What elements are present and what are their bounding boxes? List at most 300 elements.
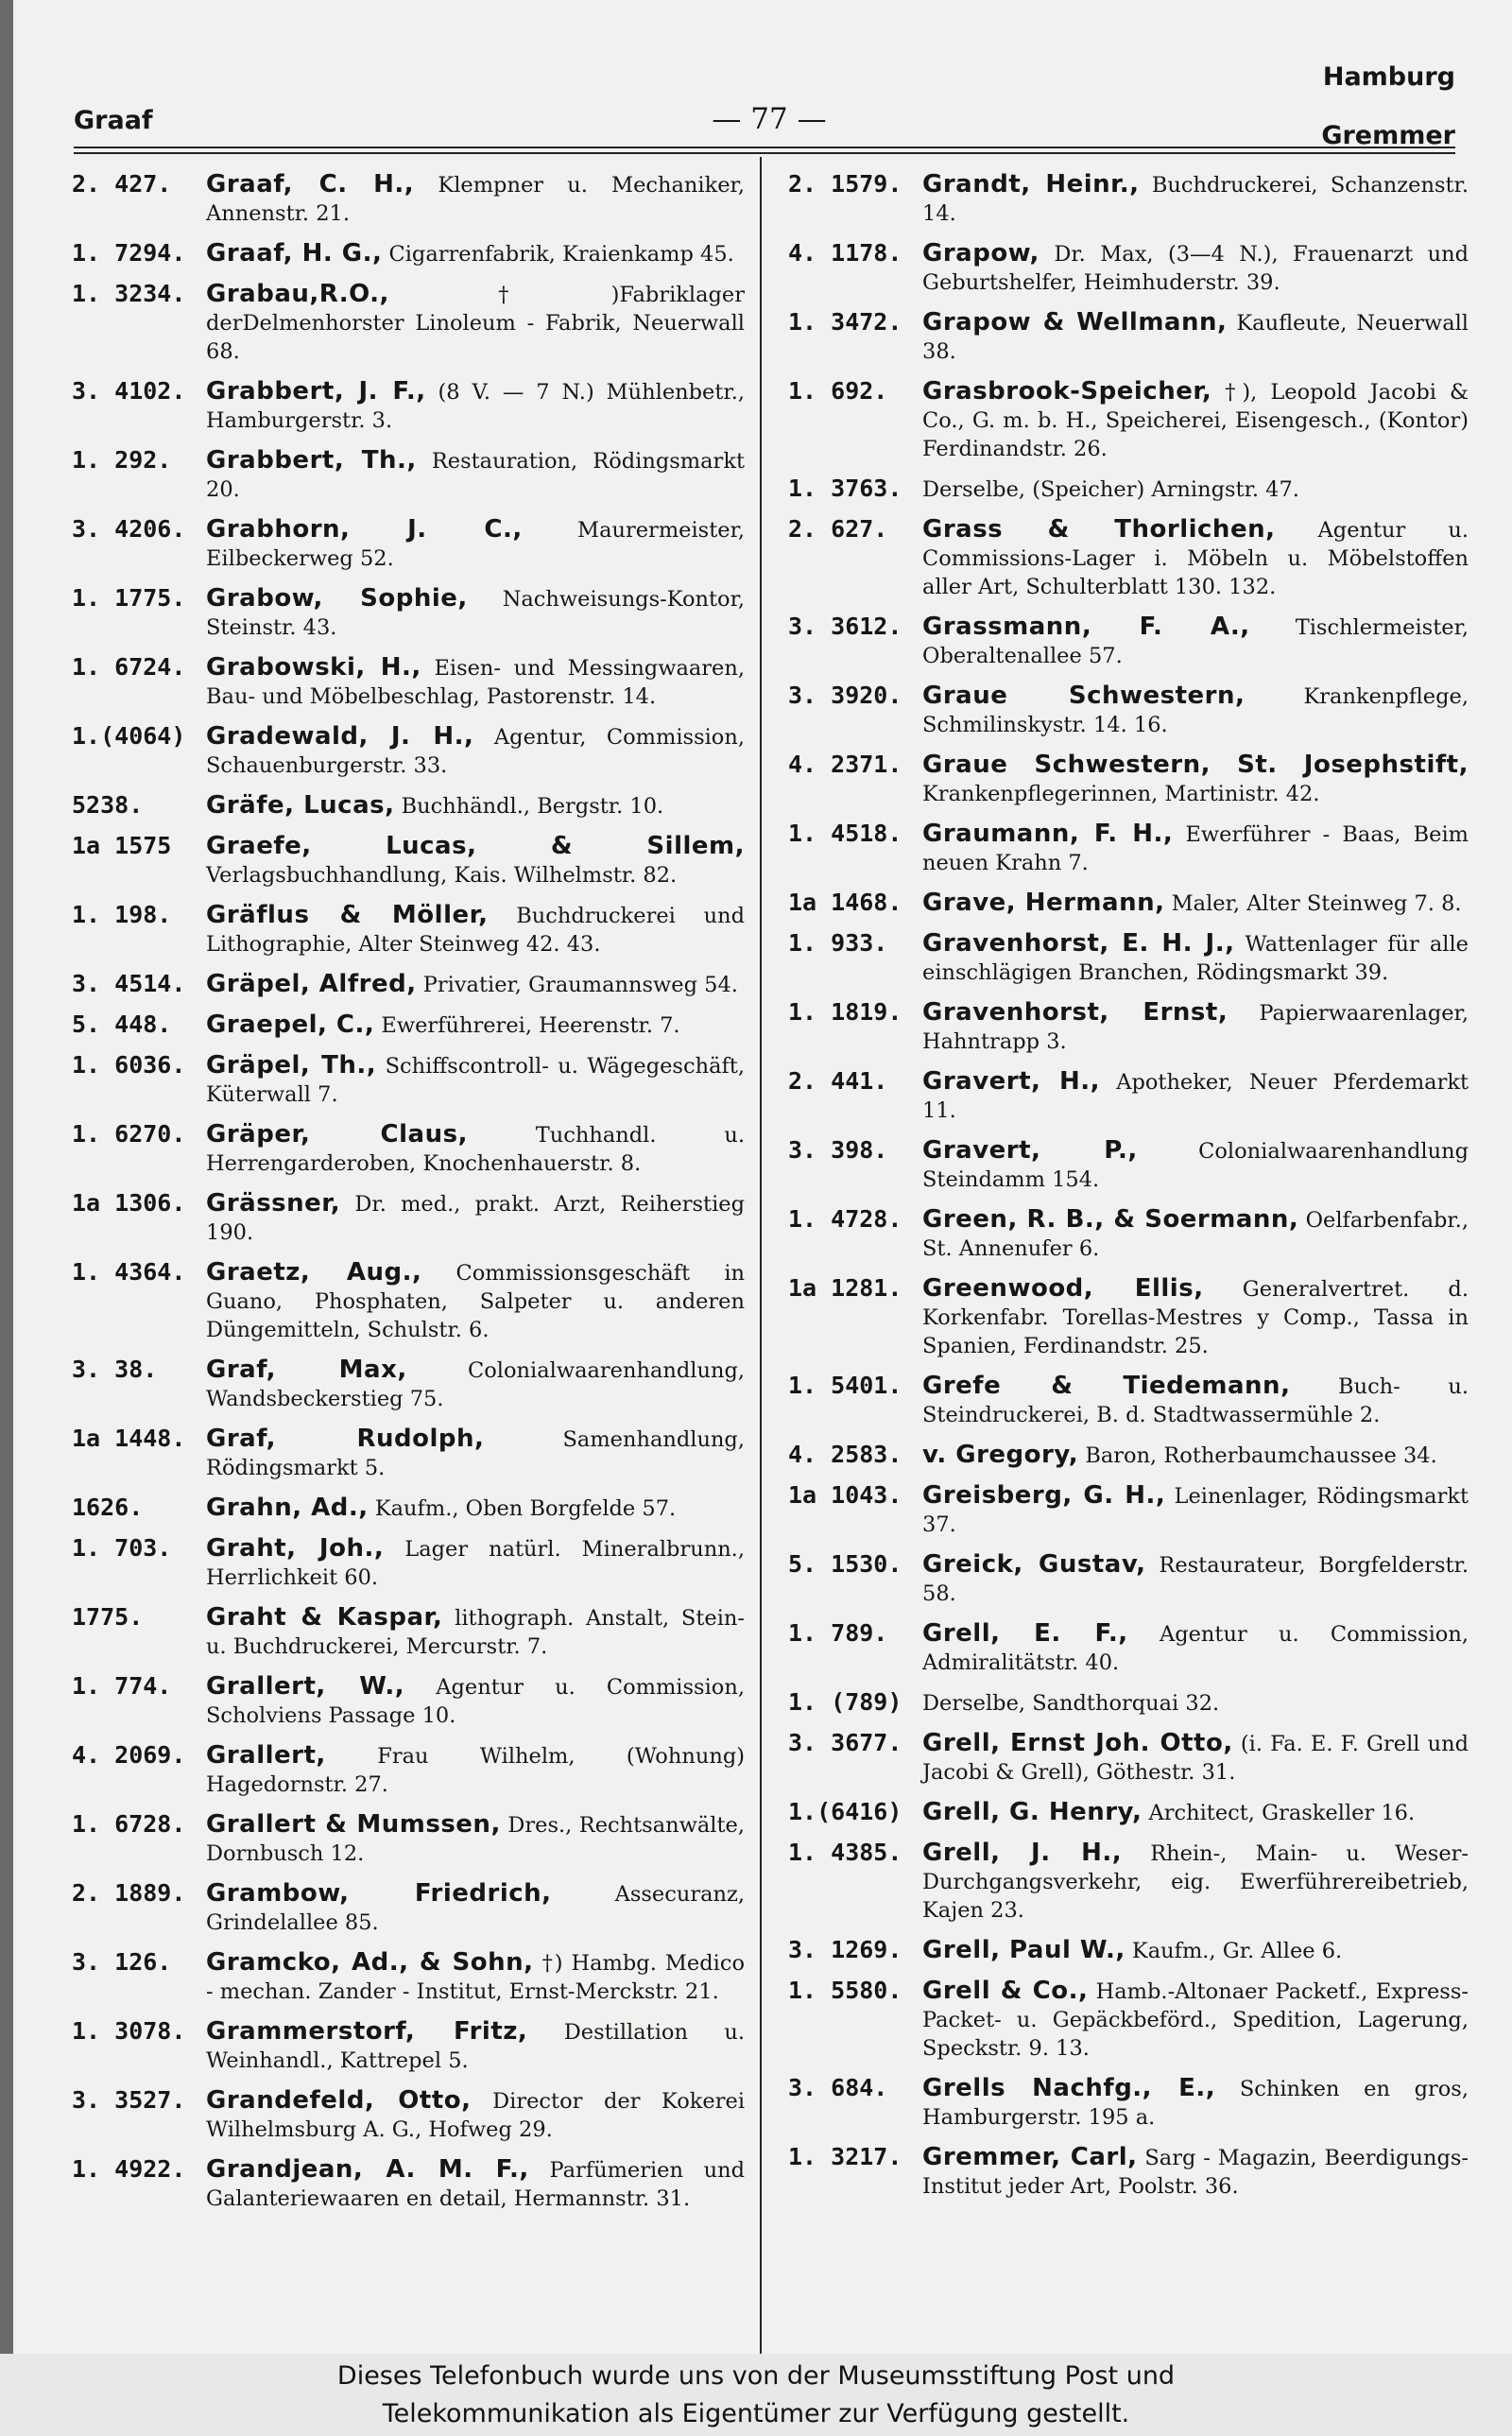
directory-entry [72, 377, 745, 435]
phone-number: 3. 3677. [788, 1729, 902, 1756]
phone-number: 1a 1281. [788, 1274, 902, 1302]
subscriber-name: Gravert, P., [922, 1136, 1138, 1165]
subscriber-details: Dr. Max, (3—4 N.), Frauenarzt und Geburtshelfer, Heimhuderstr. 39. [922, 242, 1469, 295]
subscriber-details: Leinenlager, Rödingsmarkt 37. [922, 1484, 1469, 1537]
subscriber-details: Dr. med., prakt. Arzt, Reiherstieg 190. [206, 1192, 745, 1245]
phone-number: 1. 5580. [788, 1977, 902, 2004]
directory-entry [72, 446, 745, 504]
directory-entry [788, 998, 1469, 1056]
subscriber-name: Graefe, Lucas, & Sillem, [206, 832, 745, 860]
phone-number: 1. 6724. [72, 653, 186, 681]
directory-entry [788, 929, 1469, 987]
subscriber-name: Gräpel, Alfred, [206, 970, 417, 998]
subscriber-details: Restauration, Rödingsmarkt 20. [206, 449, 745, 502]
directory-entry [72, 1189, 745, 1247]
phone-number: 2. 627. [788, 515, 888, 543]
directory-entry [72, 2017, 745, 2075]
left-keyword: Graaf [74, 106, 153, 135]
column-divider [760, 157, 762, 2359]
entry-body [922, 1688, 1469, 1718]
entry-body [206, 280, 745, 366]
directory-entry [788, 613, 1469, 670]
subscriber-details: Oelfarbenfabr., St. Annenufer 6. [922, 1208, 1469, 1261]
subscriber-name: Grallert & Mumssen, [206, 1810, 501, 1839]
entry-body [922, 1977, 1469, 2063]
entry-body [206, 2086, 745, 2144]
subscriber-name: Gremmer, Carl, [922, 2143, 1138, 2171]
subscriber-details: Buch- u. Steindruckerei, B. d. Stadtwassermühle 2. [922, 1374, 1469, 1427]
subscriber-details: Agentur, Commission, Schauenburgerstr. 33. [206, 725, 745, 778]
directory-entry [72, 1948, 745, 2006]
directory-entry [72, 1120, 745, 1178]
directory-entry [72, 170, 745, 228]
subscriber-details: Derselbe, Sandthorquai 32. [922, 1691, 1220, 1716]
subscriber-name: Gräflus & Möller, [206, 901, 489, 929]
directory-entry [788, 1136, 1469, 1194]
phone-number: 1. 4364. [72, 1258, 186, 1286]
phone-number: 1. 4385. [788, 1839, 902, 1866]
entry-body [206, 2155, 745, 2213]
subscriber-name: Grässner, [206, 1189, 341, 1218]
entry-body [922, 170, 1469, 228]
subscriber-details: Commissionsgeschäft in Guano, Phosphaten, Salpeter u. anderen Düngemitteln, Schulstr. 6. [206, 1261, 746, 1342]
subscriber-details: Restaurateur, Borgfelderstr. 58. [922, 1553, 1469, 1606]
subscriber-details: Tischlermeister, Oberaltenallee 57. [922, 615, 1469, 668]
phone-number: 3. 126. [72, 1948, 172, 1976]
entry-body [922, 751, 1469, 808]
subscriber-details: †) Hambg. Medico - mechan. Zander - Institut, Ernst-Merckstr. 21. [206, 1951, 745, 2004]
subscriber-details: Schiffscontroll- u. Wägegeschäft, Küterwall 7. [206, 1054, 746, 1107]
subscriber-name: Gräfe, Lucas, [206, 791, 395, 820]
subscriber-details: Architect, Graskeller 16. [1148, 1801, 1416, 1825]
subscriber-name: Grandjean, A. M. F., [206, 2155, 529, 2184]
directory-entry [788, 1619, 1469, 1677]
directory-entry [72, 901, 745, 959]
subscriber-name: Grell & Co., [922, 1977, 1089, 2005]
header-rule [74, 152, 1455, 154]
subscriber-details: Ewerführer - Baas, Beim neuen Krahn 7. [922, 822, 1469, 875]
entry-body [206, 1672, 745, 1730]
subscriber-details: Apotheker, Neuer Pferdemarkt 11. [922, 1070, 1469, 1123]
phone-number: 1. (789) [788, 1688, 902, 1716]
subscriber-details: Frau Wilhelm, (Wohnung) Hagedornstr. 27. [206, 1744, 745, 1797]
subscriber-details: Verlagsbuchhandlung, Kais. Wilhelmstr. 82. [206, 863, 678, 888]
subscriber-details: Parfümerien und Galanteriewaaren en detail, Hermannstr. 31. [206, 2158, 745, 2211]
entry-body [206, 901, 745, 959]
entry-body [922, 1441, 1469, 1470]
directory-entry [72, 584, 745, 642]
entry-body [922, 613, 1469, 670]
subscriber-name: Graue Schwestern, [922, 682, 1246, 710]
subscriber-details: Agentur u. Commission, Scholviens Passage 10. [206, 1675, 745, 1728]
directory-entry [72, 1672, 745, 1730]
subscriber-details: Colonialwaarenhandlung, Wandsbeckerstieg 75. [206, 1358, 746, 1411]
phone-number: 1. 933. [788, 929, 888, 957]
phone-number: 2. 427. [72, 170, 172, 198]
entry-body [206, 1356, 745, 1413]
phone-number: 4. 2371. [788, 751, 902, 778]
directory-entry [788, 1798, 1469, 1827]
left-column [72, 170, 745, 2224]
entry-body [206, 1051, 745, 1109]
entry-body [206, 653, 745, 711]
phone-number: 3. 3527. [72, 2086, 186, 2114]
subscriber-name: Graaf, C. H., [206, 170, 415, 199]
directory-entry [72, 1258, 745, 1344]
directory-entry [72, 1356, 745, 1413]
entry-body [206, 1425, 745, 1482]
directory-entry [788, 1205, 1469, 1263]
subscriber-name: Grassmann, F. A., [922, 613, 1250, 641]
subscriber-details: Eisen- und Messingwaaren, Bau- und Möbelbeschlag, Pastorenstr. 14. [206, 656, 746, 709]
phone-number: 1. 1775. [72, 584, 186, 612]
directory-entry [788, 1977, 1469, 2063]
directory-entry [788, 170, 1469, 228]
subscriber-name: Grandefeld, Otto, [206, 2086, 472, 2115]
phone-number: 1. 3763. [788, 475, 902, 502]
phone-number: 1. 703. [72, 1534, 172, 1562]
entry-body [922, 1936, 1469, 1965]
directory-entry [788, 239, 1469, 297]
directory-entry [72, 2155, 745, 2213]
subscriber-name: Grabhorn, J. C., [206, 515, 523, 544]
subscriber-details: Colonialwaarenhandlung Steindamm 154. [922, 1139, 1469, 1192]
subscriber-name: Greick, Gustav, [922, 1550, 1146, 1579]
subscriber-name: Grasbrook-Speicher, [922, 377, 1212, 406]
subscriber-details: Dres., Rechtsanwälte, Dornbusch 12. [206, 1813, 746, 1866]
entry-body [922, 1839, 1469, 1925]
phone-number: 1. 3472. [788, 308, 902, 336]
entry-body [206, 2017, 745, 2075]
subscriber-name: Graumann, F. H., [922, 820, 1174, 848]
phone-number: 1. 6728. [72, 1810, 186, 1838]
subscriber-name: Grell, Ernst Joh. Otto, [922, 1729, 1233, 1757]
entry-body [922, 889, 1469, 918]
subscriber-name: Grabbert, Th., [206, 446, 417, 475]
entry-body [206, 1120, 745, 1178]
subscriber-name: Graht, Joh., [206, 1534, 385, 1563]
subscriber-details: Maler, Alter Steinweg 7. 8. [1171, 891, 1462, 916]
phone-number: 4. 2583. [788, 1441, 902, 1468]
subscriber-details: Schinken en gros, Hamburgerstr. 195 a. [922, 2077, 1469, 2130]
entry-body [206, 170, 745, 228]
right-keyword: Gremmer [1321, 121, 1455, 150]
directory-entry [788, 2074, 1469, 2132]
phone-number: 1. 6036. [72, 1051, 186, 1079]
directory-entry [72, 1810, 745, 1868]
subscriber-name: Grell, E. F., [922, 1619, 1128, 1648]
subscriber-name: Graue Schwestern, St. Josephstift, [922, 751, 1469, 779]
subscriber-name: Grass & Thorlichen, [922, 515, 1276, 544]
phone-number: 4. 1178. [788, 239, 902, 267]
subscriber-details: Agentur u. Commission, Admiralitätstr. 40. [922, 1622, 1469, 1675]
entry-body [206, 1011, 745, 1040]
subscriber-name: Gräpel, Th., [206, 1051, 377, 1080]
subscriber-details: Director der Kokerei Wilhelmsburg A. G., Hofweg 29. [206, 2089, 746, 2142]
directory-entry [788, 682, 1469, 739]
right-column [788, 170, 1469, 2212]
entry-body [922, 515, 1469, 601]
subscriber-name: Greenwood, Ellis, [922, 1274, 1204, 1303]
phone-number: 1. 198. [72, 901, 172, 928]
directory-entry [72, 1603, 745, 1661]
directory-entry [72, 722, 745, 780]
directory-entry [788, 1441, 1469, 1470]
directory-entry [72, 2086, 745, 2144]
subscriber-name: Grapow, [922, 239, 1040, 268]
subscriber-name: Green, R. B., & Soermann, [922, 1205, 1299, 1234]
entry-body [206, 722, 745, 780]
subscriber-details: Destillation u. Weinhandl., Kattrepel 5. [206, 2020, 745, 2073]
entry-body [206, 1810, 745, 1868]
subscriber-details: Krankenpflege, Schmilinskystr. 14. 16. [922, 684, 1469, 737]
subscriber-details: Kaufm., Oben Borgfelde 57. [374, 1496, 677, 1521]
entry-body [922, 2074, 1469, 2132]
phone-number: 3. 38. [72, 1356, 158, 1383]
phone-number: 1. 292. [72, 446, 172, 474]
phone-number: 1a 1448. [72, 1425, 186, 1452]
directory-entry [788, 1839, 1469, 1925]
subscriber-name: Grave, Hermann, [922, 889, 1165, 917]
subscriber-details: Baron, Rotherbaumchaussee 34. [1085, 1443, 1437, 1468]
subscriber-name: Graf, Max, [206, 1356, 407, 1384]
subscriber-details: Sarg - Magazin, Beerdigungs-Institut jeder Art, Poolstr. 36. [922, 2146, 1469, 2199]
subscriber-name: Graaf, H. G., [206, 239, 383, 268]
phone-number: 3. 1269. [788, 1936, 902, 1963]
phone-number: 1775. [72, 1603, 144, 1631]
subscriber-details: Papierwaarenlager, Hahntrapp 3. [922, 1001, 1469, 1054]
phone-number: 1.(6416) [788, 1798, 902, 1825]
region-heading: Hamburg [1322, 62, 1455, 92]
header-rule [74, 147, 1455, 148]
subscriber-details: Ewerführerei, Heerenstr. 7. [381, 1013, 680, 1038]
subscriber-details: lithograph. Anstalt, Stein- u. Buchdruckerei, Mercurstr. 7. [206, 1606, 745, 1659]
subscriber-details: Cigarrenfabrik, Kraienkamp 45. [388, 242, 734, 267]
directory-entry [72, 1494, 745, 1523]
entry-body [922, 1729, 1469, 1787]
phone-number: 1.(4064) [72, 722, 186, 750]
subscriber-name: Gramcko, Ad., & Sohn, [206, 1948, 534, 1977]
directory-entry [72, 1011, 745, 1040]
entry-body [206, 446, 745, 504]
directory-entry [72, 1741, 745, 1799]
subscriber-details: Maurermeister, Eilbeckerweg 52. [206, 518, 746, 571]
phone-number: 1. 6270. [72, 1120, 186, 1148]
footer-notice [0, 2354, 1512, 2436]
subscriber-name: Graetz, Aug., [206, 1258, 422, 1287]
entry-body [206, 1494, 745, 1523]
phone-number: 2. 1579. [788, 170, 902, 198]
subscriber-details: Krankenpflegerinnen, Martinistr. 42. [922, 782, 1320, 806]
subscriber-name: Graht & Kaspar, [206, 1603, 443, 1632]
entry-body [206, 515, 745, 573]
phone-number: 1. 3217. [788, 2143, 902, 2170]
entry-body [922, 1798, 1469, 1827]
directory-entry [788, 475, 1469, 504]
subscriber-name: Gravenhorst, E. H. J., [922, 929, 1235, 958]
subscriber-name: Graf, Rudolph, [206, 1425, 485, 1453]
directory-entry [788, 1550, 1469, 1608]
phone-number: 2. 441. [788, 1067, 888, 1095]
directory-entry [72, 1534, 745, 1592]
subscriber-name: Grell, J. H., [922, 1839, 1123, 1867]
subscriber-details: Buchdruckerei und Lithographie, Alter Steinweg 42. 43. [206, 904, 746, 957]
entry-body [922, 1550, 1469, 1608]
entry-body [922, 929, 1469, 987]
entry-body [206, 832, 745, 890]
phone-number: 1. 5401. [788, 1372, 902, 1399]
entry-body [922, 1619, 1469, 1677]
entry-body [922, 1481, 1469, 1539]
footer-line-1: Dieses Telefonbuch wurde uns von der Museumsstiftung Post und [336, 2361, 1176, 2391]
entry-body [206, 1534, 745, 1592]
subscriber-details: Generalvertret. d. Korkenfabr. Torellas-Mestres y Comp., Tassa in Spanien, Ferdinandstr. 25. [922, 1277, 1469, 1358]
phone-number: 3. 684. [788, 2074, 888, 2101]
subscriber-name: Gradewald, J. H., [206, 722, 474, 751]
subscriber-details: Nachweisungs-Kontor, Steinstr. 43. [206, 587, 745, 640]
phone-number: 3. 4206. [72, 515, 186, 543]
phone-number: 3. 4102. [72, 377, 186, 405]
directory-entry [72, 280, 745, 366]
subscriber-details: Tuchhandl. u. Herrengarderoben, Knochenhauerstr. 8. [206, 1123, 745, 1176]
phone-number: 5238. [72, 791, 144, 819]
subscriber-name: v. Gregory, [922, 1441, 1079, 1469]
directory-entry [72, 239, 745, 268]
entry-body [922, 1205, 1469, 1263]
entry-body [922, 475, 1469, 504]
entry-body [922, 998, 1469, 1056]
phone-number: 1a 1575 [72, 832, 172, 859]
directory-entry [788, 751, 1469, 808]
entry-body [206, 584, 745, 642]
phone-number: 1. 774. [72, 1672, 172, 1700]
directory-entry [72, 653, 745, 711]
subscriber-details: Kaufleute, Neuerwall 38. [922, 311, 1469, 364]
subscriber-details: Privatier, Graumannsweg 54. [422, 973, 738, 997]
subscriber-details: Derselbe, (Speicher) Arningstr. 47. [922, 477, 1299, 502]
subscriber-name: Grapow & Wellmann, [922, 308, 1228, 337]
subscriber-details: †), Leopold Jacobi & Co., G. m. b. H., Speicherei, Eisengesch., (Kontor) Ferdinandstr. 26. [922, 380, 1469, 461]
subscriber-details: Klempner u. Mechaniker, Annenstr. 21. [206, 173, 745, 226]
directory-entry [788, 1936, 1469, 1965]
phone-number: 1. 4518. [788, 820, 902, 847]
subscriber-name: Grell, G. Henry, [922, 1798, 1143, 1826]
subscriber-name: Graepel, C., [206, 1011, 375, 1039]
subscriber-details: (i. Fa. E. F. Grell und Jacobi & Grell), Göthestr. 31. [922, 1732, 1469, 1785]
entry-body [922, 1136, 1469, 1194]
entry-body [206, 791, 745, 821]
subscriber-details: Samenhandlung, Rödingsmarkt 5. [206, 1427, 745, 1480]
entry-body [206, 1603, 745, 1661]
subscriber-name: Grambow, Friedrich, [206, 1879, 552, 1908]
entry-body [206, 1258, 745, 1344]
directory-entry [788, 1688, 1469, 1718]
entry-body [206, 970, 745, 999]
phone-number: 1. 3234. [72, 280, 186, 307]
entry-body [922, 1372, 1469, 1429]
subscriber-name: Greisberg, G. H., [922, 1481, 1166, 1510]
phone-number: 1. 692. [788, 377, 888, 405]
subscriber-name: Grammerstorf, Fritz, [206, 2017, 528, 2046]
subscriber-name: Grefe & Tiedemann, [922, 1372, 1291, 1400]
phone-number: 1. 789. [788, 1619, 888, 1647]
entry-body [922, 1274, 1469, 1360]
subscriber-details: Lager natürl. Mineralbrunn., Herrlichkeit 60. [206, 1537, 745, 1590]
phone-number: 2. 1889. [72, 1879, 186, 1907]
subscriber-details: Agentur u. Commissions-Lager i. Möbeln u. Möbelstoffen aller Art, Schulterblatt 130. 132. [922, 518, 1469, 599]
subscriber-details: Buchhändl., Bergstr. 10. [401, 794, 664, 819]
directory-entry [72, 791, 745, 821]
subscriber-name: Gräper, Claus, [206, 1120, 468, 1149]
entry-body [206, 1189, 745, 1247]
directory-entry [788, 1372, 1469, 1429]
entry-body [922, 239, 1469, 297]
directory-entry [788, 515, 1469, 601]
phone-number: 1. 1819. [788, 998, 902, 1026]
subscriber-name: Grallert, [206, 1741, 326, 1770]
subscriber-name: Gravert, H., [922, 1067, 1101, 1096]
subscriber-name: Grabau,R.O., [206, 280, 389, 308]
phone-number: 1. 7294. [72, 239, 186, 267]
subscriber-name: Grabbert, J. F., [206, 377, 426, 406]
directory-entry [788, 2143, 1469, 2201]
subscriber-details: (8 V. — 7 N.) Mühlenbetr., Hamburgerstr. 3. [206, 380, 746, 433]
entry-body [922, 820, 1469, 877]
directory-entry [72, 515, 745, 573]
subscriber-name: Grell, Paul W., [922, 1936, 1125, 1964]
directory-entry [788, 889, 1469, 918]
phone-number: 5. 1530. [788, 1550, 902, 1578]
phone-number: 1. 4922. [72, 2155, 186, 2183]
subscriber-details: Buchdruckerei, Schanzenstr. 14. [922, 173, 1469, 226]
subscriber-name: Grahn, Ad., [206, 1494, 369, 1522]
subscriber-details: Kaufm., Gr. Allee 6. [1131, 1939, 1343, 1963]
page-number: — 77 — [712, 102, 827, 136]
subscriber-details: Rhein-, Main- u. Weser-Durchgangsverkehr, eig. Ewerführereibetrieb, Kajen 23. [922, 1841, 1469, 1923]
subscriber-name: Grabowski, H., [206, 653, 421, 682]
phone-number: 3. 3920. [788, 682, 902, 709]
directory-entry [72, 970, 745, 999]
subscriber-name: Grandt, Heinr., [922, 170, 1140, 199]
phone-number: 1a 1306. [72, 1189, 186, 1217]
phone-number: 5. 448. [72, 1011, 172, 1038]
phone-number: 1a 1468. [788, 889, 902, 916]
directory-entry [788, 1729, 1469, 1787]
entry-body [206, 1741, 745, 1799]
phone-number: 1626. [72, 1494, 144, 1521]
subscriber-name: Grabow, Sophie, [206, 584, 468, 613]
entry-body [922, 377, 1469, 463]
entry-body [206, 1948, 745, 2006]
directory-entry [788, 820, 1469, 877]
phone-number: 1. 3078. [72, 2017, 186, 2045]
footer-line-2: Telekommunikation als Eigentümer zur Verfügung gestellt. [382, 2399, 1130, 2428]
entry-body [922, 2143, 1469, 2201]
entry-body [922, 682, 1469, 739]
subscriber-details: Wattenlager für alle einschlägigen Branchen, Rödingsmarkt 39. [922, 932, 1469, 985]
entry-body [922, 1067, 1469, 1125]
directory-entry [788, 1481, 1469, 1539]
subscriber-name: Grells Nachfg., E., [922, 2074, 1216, 2102]
directory-entry [72, 832, 745, 890]
directory-entry [72, 1879, 745, 1937]
phone-number: 3. 4514. [72, 970, 186, 997]
entry-body [206, 1879, 745, 1937]
phone-number: 1a 1043. [788, 1481, 902, 1509]
directory-entry [788, 377, 1469, 463]
directory-entry [72, 1425, 745, 1482]
subscriber-details: Assecuranz, Grindelallee 85. [206, 1882, 745, 1935]
